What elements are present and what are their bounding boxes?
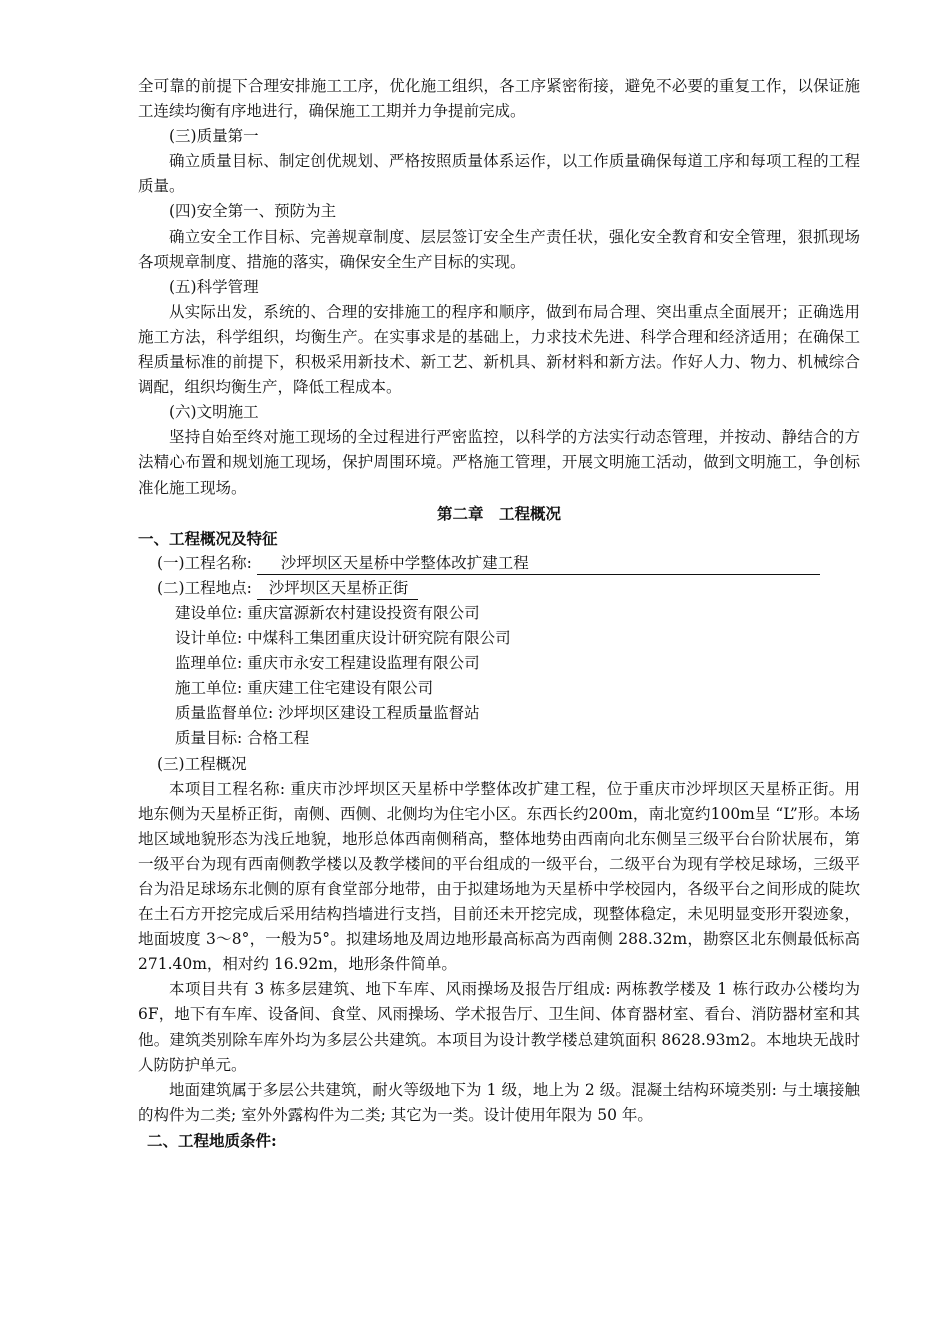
paragraph-overview-3: 地面建筑属于多层公共建筑，耐火等级地下为 1 级，地上为 2 级。混凝土结构环境类别: 与土壤接触的构件为二类; 室外外露构件为二类; 其它为一类。设计使用年限为 50 年。 — [138, 1080, 860, 1124]
quality-supervision-unit: 质量监督单位: 沙坪坝区建设工程质量监督站 — [175, 704, 480, 723]
project-name-label: (一)工程名称: — [157, 553, 252, 572]
subheading-safety: (四)安全第一、预防为主 — [169, 202, 337, 221]
chapter-title: 第二章 工程概况 — [436, 503, 561, 523]
subheading-scientific-management: (五)科学管理 — [169, 277, 259, 296]
project-site-label: (二)工程地点: — [157, 578, 252, 597]
subheading-project-overview: (三)工程概况 — [157, 754, 247, 773]
supervision-unit: 监理单位: 重庆市永安工程建设监理有限公司 — [175, 654, 480, 673]
paragraph-scientific-management: 从实际出发，系统的、合理的安排施工的程序和顺序，做到布局合理、突出重点全面展开；正确选用施工方法，科学组织，均衡生产。在实事求是的基础上，力求技术先进、科学合理和经济适用；在确保工程质量标准的前提下，积极采用新技术、新工艺、新机具、新材料和新方法。作好人力、物力、机械综合调配，组织均衡生产，降低工程成本。 — [138, 302, 860, 397]
subheading-quality: (三)质量第一 — [169, 127, 259, 146]
project-name-row — [138, 551, 860, 576]
project-name-value: 沙坪坝区天星桥中学整体改扩建工程 — [257, 552, 820, 575]
paragraph-safety: 确立安全工作目标、完善规章制度、层层签订安全生产责任状，强化安全教育和安全管理，狠抓现场各项规章制度、措施的落实，确保安全生产目标的实现。 — [138, 227, 860, 271]
construction-unit: 建设单位: 重庆富源新农村建设投资有限公司 — [175, 603, 480, 622]
paragraph-civilized-construction: 坚持自始至终对施工现场的全过程进行严密监控，以科学的方法实行动态管理，并按动、静结合的方法精心布置和规划施工现场，保护周围环境。严格施工管理，开展文明施工活动，做到文明施工，争创标准化施工现场。 — [138, 428, 860, 497]
design-unit: 设计单位: 中煤科工集团重庆设计研究院有限公司 — [175, 629, 511, 648]
contractor-unit: 施工单位: 重庆建工住宅建设有限公司 — [175, 679, 434, 698]
paragraph-overview-1: 本项目工程名称: 重庆市沙坪坝区天星桥中学整体改扩建工程，位于重庆市沙坪坝区天星桥正街。用地东侧为天星桥正街，南侧、西侧、北侧均为住宅小区。东西长约200m，南北宽约100m呈 “L”形。本场地区域地貌形态为浅丘地貌，地形总体西南侧稍高，整体地势由西南向北东侧呈三级平台台阶状展布，第一级平台为现有西南侧教学楼以及教学楼间的平台组成的一级平台，二级平台为现有学校足球场，三级平台为沿足球场东北侧的原有食堂部分地带，由于拟建场地为天星桥中学校园内，各级平台之间形成的陡坎在土石方开挖完成后采用结构挡墙进行支挡，目前还未开挖完成，现整体稳定，未见明显变形开裂迹象，地面坡度 3～8°，一般为5°。拟建场地及周边地形最高标高为西南侧 288.32m，勘察区北东侧最低标高 271.40m，相对约 16.92m，地形条件简单。 — [138, 779, 860, 974]
section-heading-overview: 一、工程概况及特征 — [138, 528, 278, 548]
subheading-civilized-construction: (六)文明施工 — [169, 403, 259, 422]
project-site-value: 沙坪坝区天星桥正街 — [257, 577, 419, 600]
section-heading-geology: 二、工程地质条件: — [147, 1130, 277, 1150]
paragraph-overview-2: 本项目共有 3 栋多层建筑、地下车库、风雨操场及报告厅组成: 两栋教学楼及 1 栋行政办公楼均为 6F，地下有车库、设备间、食堂、风雨操场、学术报告厅、卫生间、体育器材室、看台、消防器材室和其他。建筑类别除车库外均为多层公共建筑。本项目为设计教学楼总建筑面积 8628.93m2。本地块无战时人防防护单元。 — [138, 980, 860, 1074]
quality-target: 质量目标: 合格工程 — [175, 729, 310, 748]
document-body — [138, 74, 860, 1153]
continuation-paragraph: 全可靠的前提下合理安排施工工序，优化施工组织，各工序紧密衔接，避免不必要的重复工作，以保证施工连续均衡有序地进行，确保施工工期并力争提前完成。 — [138, 77, 860, 121]
project-site-row — [138, 576, 860, 601]
paragraph-quality: 确立质量目标、制定创优规划、严格按照质量体系运作，以工作质量确保每道工序和每项工程的工程质量。 — [138, 152, 860, 196]
